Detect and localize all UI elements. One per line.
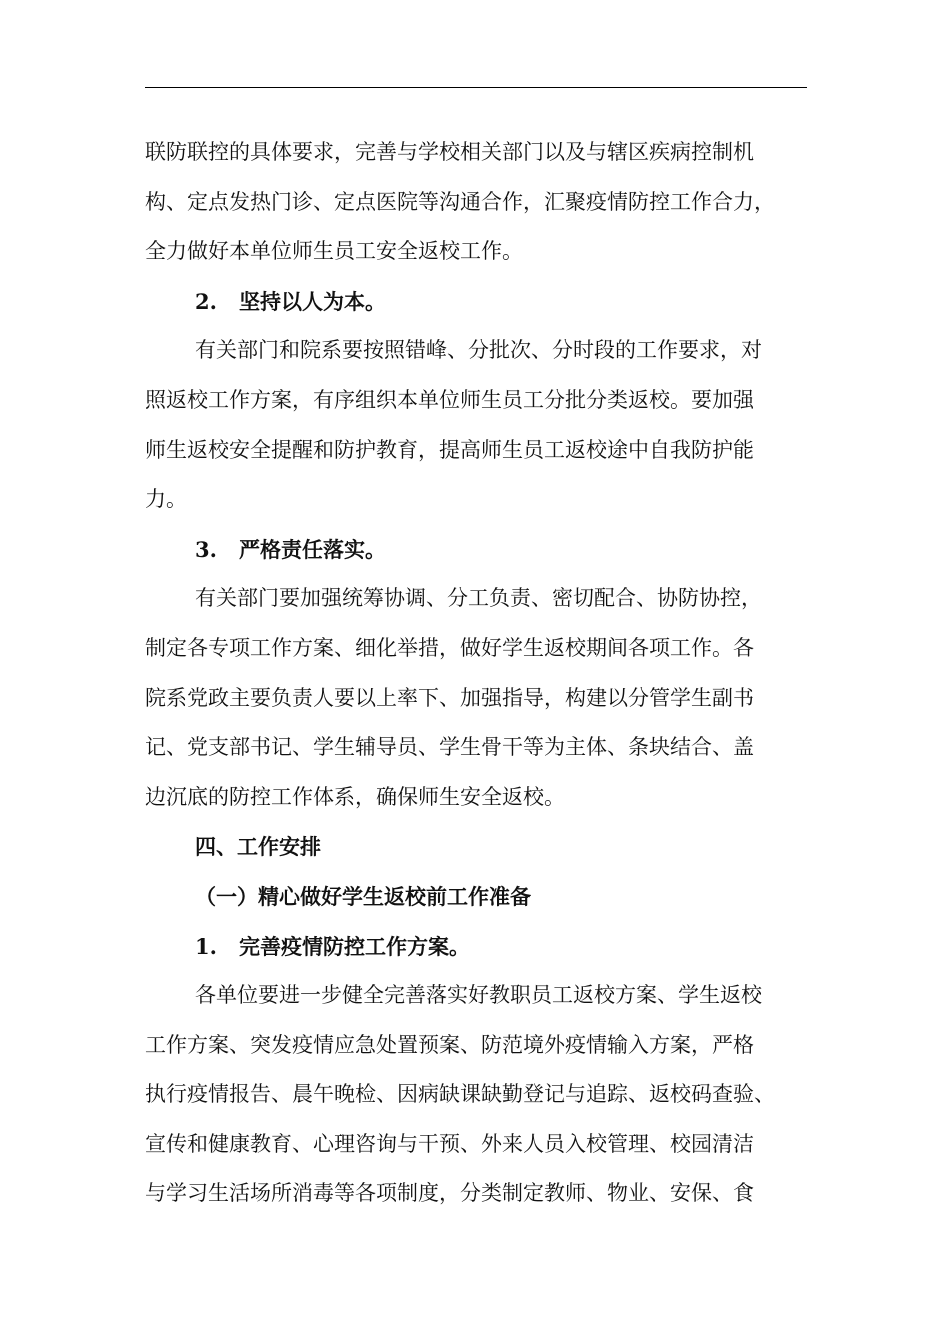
line-text: 工作方案、突发疫情应急处置预案、防范境外疫情输入方案，严格 <box>145 1032 754 1057</box>
line-text: 严格责任落实。 <box>239 536 386 562</box>
paragraph-line <box>145 376 810 426</box>
line-text: 记、党支部书记、学生辅导员、学生骨干等为主体、条块结合、盖 <box>145 735 754 760</box>
line-text: 力。 <box>145 487 187 512</box>
paragraph-line <box>145 723 810 773</box>
line-text: 构、定点发热门诊、定点医院等沟通合作，汇聚疫情防控工作合力， <box>145 189 775 214</box>
line-text: 全力做好本单位师生员工安全返校工作。 <box>145 239 523 264</box>
section-heading <box>145 525 810 575</box>
line-text: 各单位要进一步健全完善落实好教职员工返校方案、学生返校 <box>195 983 762 1008</box>
line-text: 与学习生活场所消毒等各项制度，分类制定教师、物业、安保、食 <box>145 1181 754 1206</box>
document-body <box>145 128 810 1219</box>
paragraph-line <box>145 773 810 823</box>
paragraph-line <box>145 326 810 376</box>
line-text: 有关部门和院系要按照错峰、分批次、分时段的工作要求，对 <box>195 338 762 363</box>
paragraph-line <box>145 1169 810 1219</box>
section-heading <box>145 277 810 327</box>
line-text: 四、工作安排 <box>195 834 321 860</box>
paragraph-line <box>145 1021 810 1071</box>
line-text: 宣传和健康教育、心理咨询与干预、外来人员入校管理、校园清洁 <box>145 1131 754 1156</box>
paragraph-line <box>145 674 810 724</box>
heading-number: 2. <box>195 288 217 314</box>
line-text: 师生返校安全提醒和防护教育，提高师生员工返校途中自我防护能 <box>145 437 754 462</box>
paragraph-line <box>145 475 810 525</box>
paragraph-line <box>145 971 810 1021</box>
paragraph-line <box>145 227 810 277</box>
line-text: 制定各专项工作方案、细化举措，做好学生返校期间各项工作。各 <box>145 635 754 660</box>
line-text: 边沉底的防控工作体系，确保师生安全返校。 <box>145 784 565 809</box>
paragraph-line <box>145 178 810 228</box>
paragraph-line <box>145 128 810 178</box>
line-text: 执行疫情报告、晨午晚检、因病缺课缺勤登记与追踪、返校码查验、 <box>145 1082 775 1107</box>
line-text: 完善疫情防控工作方案。 <box>239 933 470 959</box>
paragraph-line <box>145 574 810 624</box>
paragraph-line <box>145 1120 810 1170</box>
heading-number: 3. <box>195 536 217 562</box>
line-text: 有关部门要加强统筹协调、分工负责、密切配合、协防协控， <box>195 586 762 611</box>
section-heading <box>145 872 810 922</box>
section-heading <box>145 922 810 972</box>
paragraph-line <box>145 1070 810 1120</box>
paragraph-line <box>145 426 810 476</box>
header-rule <box>145 87 807 88</box>
line-text: 坚持以人为本。 <box>239 288 386 314</box>
line-text: 院系党政主要负责人要以上率下、加强指导，构建以分管学生副书 <box>145 685 754 710</box>
line-text: 联防联控的具体要求，完善与学校相关部门以及与辖区疾病控制机 <box>145 140 754 164</box>
heading-number: 1. <box>195 933 217 959</box>
line-text: 照返校工作方案，有序组织本单位师生员工分批分类返校。要加强 <box>145 387 754 412</box>
section-heading <box>145 822 810 872</box>
line-text: （一）精心做好学生返校前工作准备 <box>195 883 531 909</box>
paragraph-line <box>145 624 810 674</box>
